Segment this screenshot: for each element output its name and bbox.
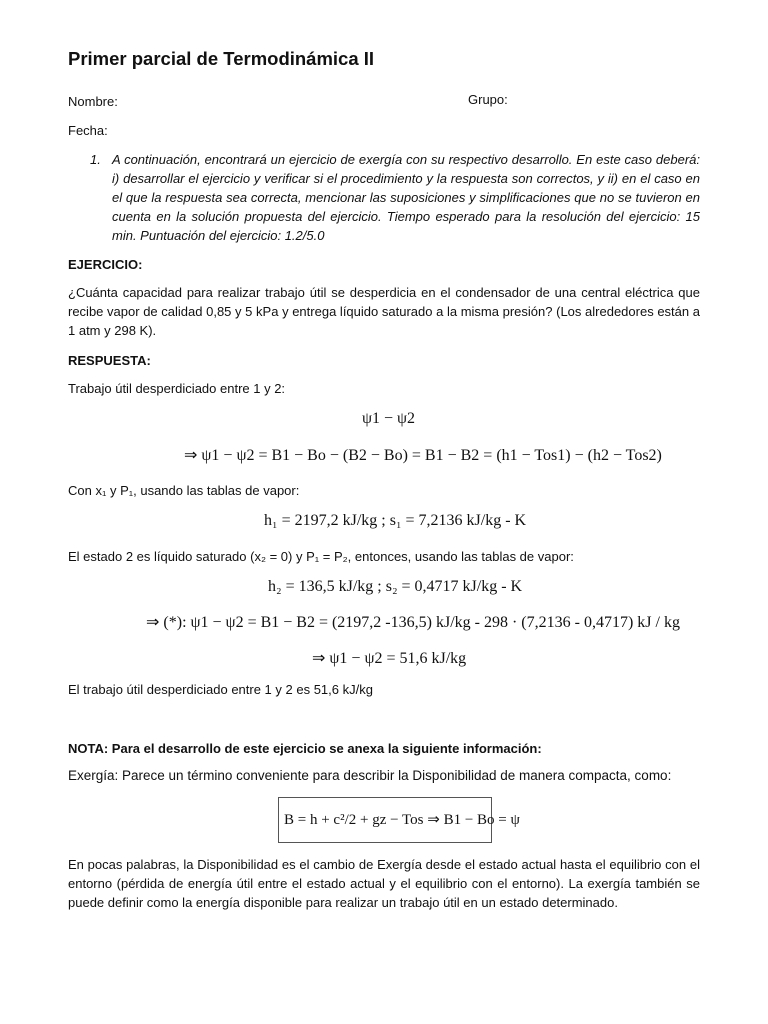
equation-5: ⇒ (*): ψ1 − ψ2 = B1 − B2 = (2197,2 -136,5) kJ/kg - 298 · (7,2136 - 0,4717) kJ / kg: [146, 614, 680, 631]
instruction-text: A continuación, encontrará un ejercicio de exergía con su respectivo desarrollo. En este caso deberá: i) desarrollar el ejercicio y verificar si el procedimiento y la respuesta son correctos, y ii) en el caso en el que la respuesta sea correcta, mencionar las suposiciones y simplificaciones que no se tuvieron en cuenta en la solución propuesta del ejercicio. Tiempo esperado para la resolución del ejercicio: 15 min. Puntuación del ejercicio: 1.2/5.0: [112, 152, 700, 243]
grupo-label: Grupo:: [468, 92, 508, 107]
equation-2: ⇒ ψ1 − ψ2 = B1 − Bo − (B2 − Bo) = B1 − B2 = (h1 − Tos1) − (h2 − Tos2): [184, 447, 662, 464]
note-exergy-line: Exergía: Parece un término conveniente para describir la Disponibilidad de manera compacta, como:: [68, 768, 672, 783]
equation-3: h₁ = 2197,2 kJ/kg ; s₁ = 7,2136 kJ/kg - K: [264, 512, 527, 529]
fecha-label: Fecha:: [68, 123, 108, 138]
exergy-formula: B = h + c²/2 + gz − Tos ⇒ B1 − Bo = ψ: [284, 812, 520, 828]
instruction-number: 1.: [90, 152, 101, 167]
note-paragraph: En pocas palabras, la Disponibilidad es el cambio de Exergía desde el estado actual hasta el equilibrio con el entorno (pérdida de energía útil entre el estado actual y el equilibrio con el entorno). La exergía también se puede definir como la energía disponible para realizar un trabajo útil en un estado determinado.: [68, 857, 700, 910]
page-title: Primer parcial de Termodinámica II: [68, 48, 375, 69]
answer-line3: El estado 2 es líquido saturado (x₂ = 0) y P₁ = P₂, entonces, usando las tablas de vapor:: [68, 549, 574, 564]
answer-line1: Trabajo útil desperdiciado entre 1 y 2:: [68, 381, 286, 396]
note-heading: NOTA: Para el desarrollo de este ejercicio se anexa la siguiente información:: [68, 741, 542, 756]
equation-1: ψ1 − ψ2: [362, 410, 416, 427]
nombre-label: Nombre:: [68, 94, 118, 109]
equation-4: h₂ = 136,5 kJ/kg ; s₂ = 0,4717 kJ/kg - K: [268, 578, 523, 595]
instruction-item: [90, 150, 700, 245]
equation-6: ⇒ ψ1 − ψ2 = 51,6 kJ/kg: [312, 650, 467, 667]
answer-line2: Con x₁ y P₁, usando las tablas de vapor:: [68, 483, 300, 498]
answer-conclusion: El trabajo útil desperdiciado entre 1 y 2 es 51,6 kJ/kg: [68, 682, 373, 697]
exercise-heading: EJERCICIO:: [68, 257, 143, 272]
exercise-text: ¿Cuánta capacidad para realizar trabajo útil se desperdicia en el condensador de una central eléctrica que recibe vapor de calidad 0,85 y 5 kPa y entrega líquido saturado a la misma presión? (Los alrededores están a 1 atm y 298 K).: [68, 285, 700, 338]
answer-heading: RESPUESTA:: [68, 353, 151, 368]
